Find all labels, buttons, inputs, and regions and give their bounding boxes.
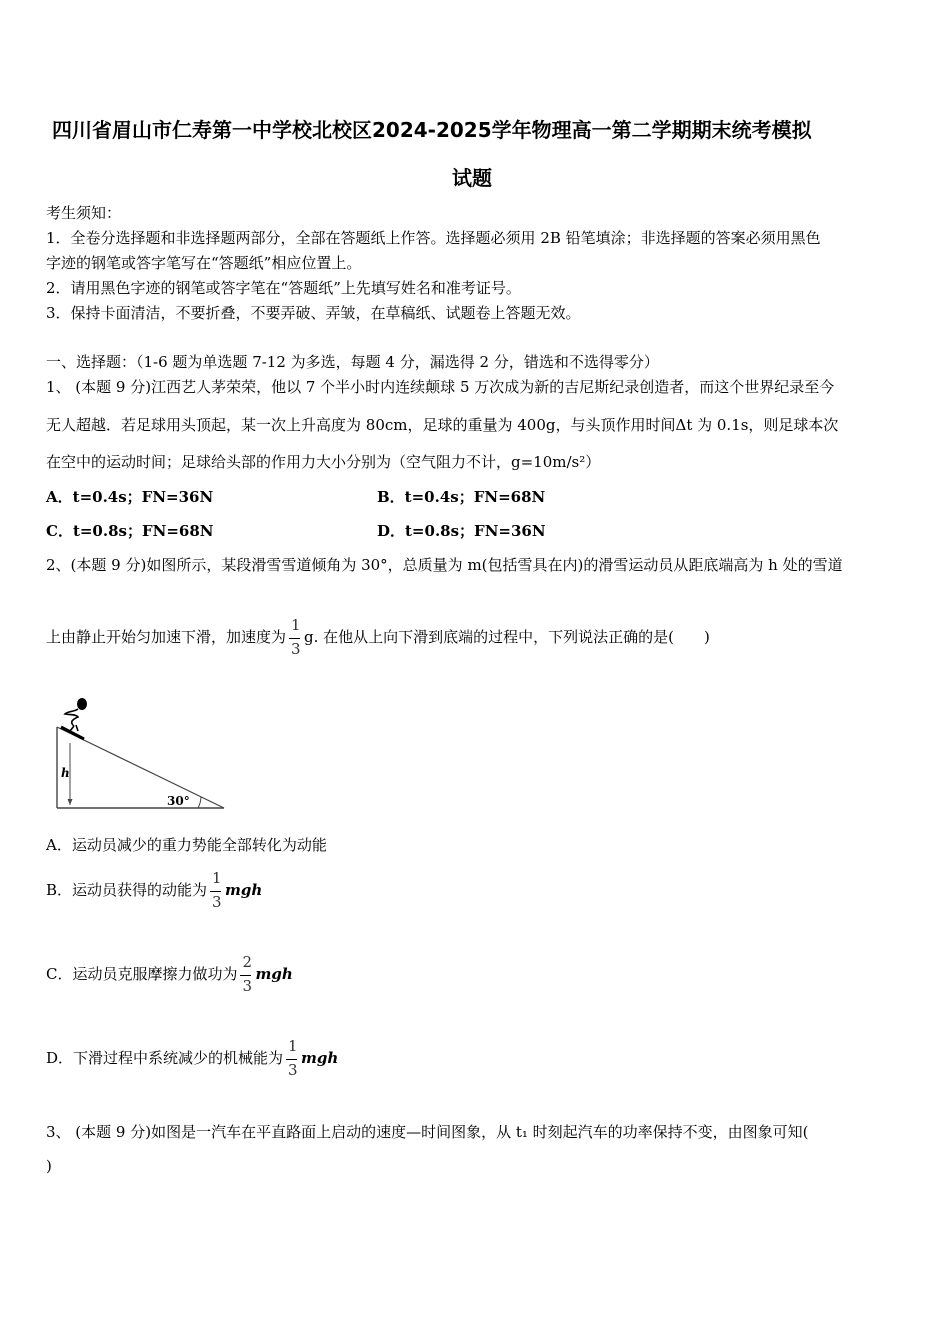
q2-line2-text-a: 上由静止开始匀加速下滑，加速度为: [46, 628, 287, 646]
q1-option-b: B．t=0.4s；FN=68N: [377, 488, 546, 506]
q2-option-b: B．运动员获得的动能为 $\frac{1}{3}$ mgh: [46, 869, 263, 911]
ski-slope-figure: [48, 695, 233, 813]
q1-line3: 在空中的运动时间；足球给头部的作用力大小分别为（空气阻力不计，g=10m/s²）: [46, 453, 601, 471]
fraction-one-third-b: $\frac{1}{3}$: [212, 869, 222, 911]
q1-line1: 1、 (本题 9 分)江西艺人茅荣荣，他以 7 个半小时内连续颠球 5 万次成为新的吉尼斯纪录创造者，而这个世界纪录至今: [46, 378, 835, 396]
page-title-line2: 试题: [452, 166, 492, 190]
notice-item-1a: 1．全卷分选择题和非选择题两部分，全部在答题纸上作答。选择题必须用 2B 铅笔填涂；非选择题的答案必须用黑色: [46, 229, 821, 247]
fraction-one-third: $\frac{1}{3}$: [291, 616, 301, 658]
page-title: 四川省眉山市仁寿第一中学校北校区2024-2025学年物理高一第二学期期末统考模拟: [52, 118, 812, 142]
q2-line2-text-b: g. 在他从上向下滑到底端的过程中，下列说法正确的是( ): [304, 628, 710, 646]
section-heading: 一、选择题：（1-6 题为单选题 7-12 为多选，每题 4 分，漏选得 2 分，错选和不选得零分）: [46, 353, 659, 371]
q1-option-c: C．t=0.8s；FN=68N: [46, 522, 214, 540]
q2-option-a: A．运动员减少的重力势能全部转化为动能: [46, 836, 327, 854]
angle-label: 30°: [167, 794, 190, 808]
fraction-one-third-d: $\frac{1}{3}$: [288, 1037, 298, 1079]
q1-option-d: D．t=0.8s；FN=36N: [377, 522, 546, 540]
skier-icon: [65, 698, 87, 731]
q1-line2: 无人超越．若足球用头顶起，某一次上升高度为 80cm，足球的重量为 400g，与头顶作用时间Δt 为 0.1s，则足球本次: [46, 416, 839, 434]
angle-arc: [198, 797, 201, 808]
notice-item-3: 3．保持卡面清洁，不要折叠，不要弄破、弄皱，在草稿纸、试题卷上答题无效。: [46, 304, 581, 322]
fraction-two-thirds: $\frac{2}{3}$: [242, 953, 253, 995]
height-label: h: [61, 766, 70, 780]
notice-item-2: 2．请用黑色字迹的钢笔或答字笔在“答题纸”上先填写姓名和准考证号。: [46, 279, 521, 297]
q2-option-d: D．下滑过程中系统减少的机械能为 $\frac{1}{3}$ mgh: [46, 1037, 339, 1079]
q3-line1: 3、 (本题 9 分)如图是一汽车在平直路面上启动的速度—时间图象，从 t₁ 时刻起汽车的功率保持不变，由图象可知(: [46, 1123, 809, 1141]
notice-item-1b: 字迹的钢笔或答字笔写在“答题纸”相应位置上。: [46, 254, 362, 272]
notice-heading: 考生须知：: [46, 204, 122, 222]
q3-line2: ): [46, 1157, 52, 1175]
q1-option-a: A．t=0.4s；FN=36N: [46, 488, 214, 506]
height-arrow-head: [68, 799, 73, 805]
q2-line2: [46, 616, 710, 660]
q2-option-c: C．运动员克服摩擦力做功为 $\frac{2}{3}$ mgh: [46, 953, 293, 995]
q2-line1: 2、(本题 9 分)如图所示，某段滑雪雪道倾角为 30°，总质量为 m(包括雪具在内)的滑雪运动员从距底端高为 h 处的雪道: [46, 556, 843, 574]
